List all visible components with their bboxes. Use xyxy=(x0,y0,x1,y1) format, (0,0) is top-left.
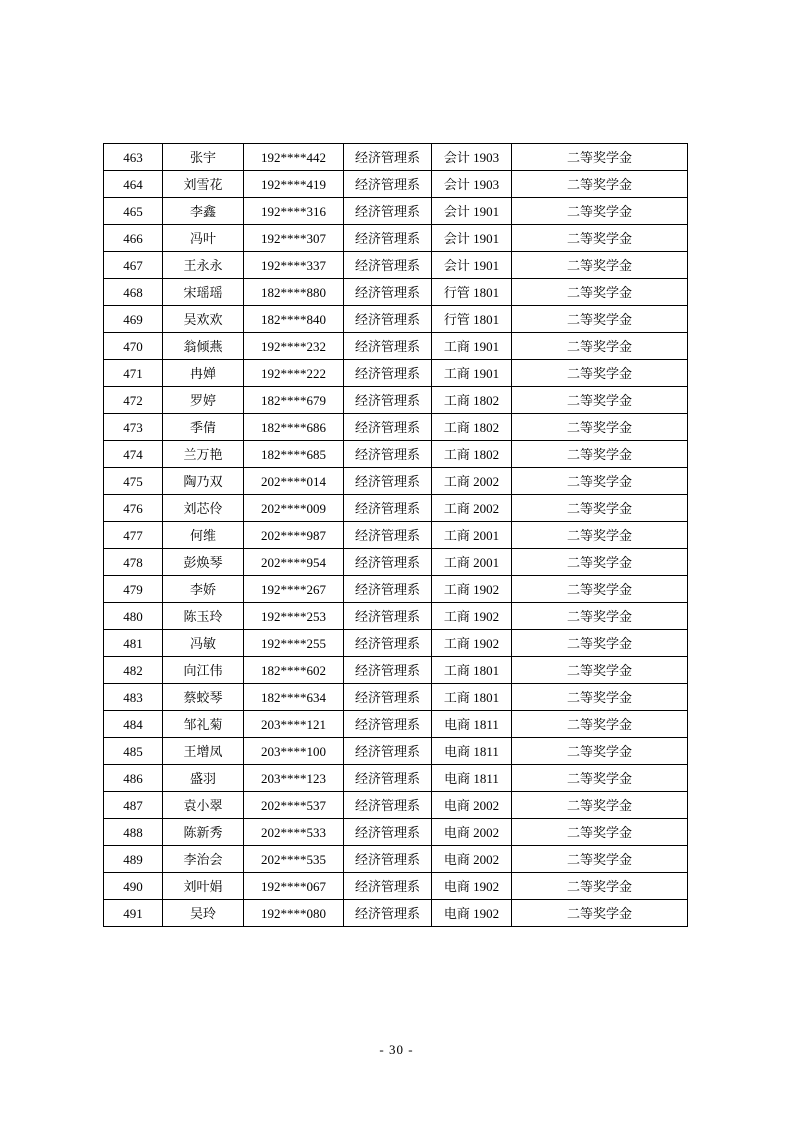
cell-department: 经济管理系 xyxy=(344,765,432,792)
cell-department: 经济管理系 xyxy=(344,387,432,414)
cell-class: 行管 1801 xyxy=(432,306,512,333)
cell-student-id: 182****685 xyxy=(244,441,344,468)
cell-class: 工商 1801 xyxy=(432,657,512,684)
cell-department: 经济管理系 xyxy=(344,603,432,630)
cell-row-number: 483 xyxy=(104,684,163,711)
cell-student-name: 陶乃双 xyxy=(163,468,244,495)
table-row xyxy=(104,792,688,819)
table-row xyxy=(104,846,688,873)
cell-award: 二等奖学金 xyxy=(512,360,688,387)
cell-student-name: 盛羽 xyxy=(163,765,244,792)
cell-student-name: 刘叶娟 xyxy=(163,873,244,900)
table-row xyxy=(104,333,688,360)
cell-class: 工商 1802 xyxy=(432,414,512,441)
cell-student-id: 202****537 xyxy=(244,792,344,819)
cell-row-number: 476 xyxy=(104,495,163,522)
cell-student-name: 季倩 xyxy=(163,414,244,441)
cell-student-id: 202****533 xyxy=(244,819,344,846)
cell-department: 经济管理系 xyxy=(344,657,432,684)
cell-class: 工商 1901 xyxy=(432,333,512,360)
cell-department: 经济管理系 xyxy=(344,333,432,360)
cell-class: 会计 1901 xyxy=(432,225,512,252)
cell-class: 工商 2001 xyxy=(432,549,512,576)
cell-award: 二等奖学金 xyxy=(512,657,688,684)
cell-student-name: 陈玉玲 xyxy=(163,603,244,630)
table-row xyxy=(104,522,688,549)
cell-row-number: 463 xyxy=(104,144,163,171)
cell-student-id: 192****253 xyxy=(244,603,344,630)
cell-award: 二等奖学金 xyxy=(512,765,688,792)
table-row xyxy=(104,144,688,171)
cell-student-name: 吴欢欢 xyxy=(163,306,244,333)
cell-student-id: 202****954 xyxy=(244,549,344,576)
cell-department: 经济管理系 xyxy=(344,171,432,198)
cell-award: 二等奖学金 xyxy=(512,819,688,846)
cell-row-number: 480 xyxy=(104,603,163,630)
cell-student-name: 刘芯伶 xyxy=(163,495,244,522)
cell-class: 电商 1811 xyxy=(432,738,512,765)
cell-department: 经济管理系 xyxy=(344,468,432,495)
cell-award: 二等奖学金 xyxy=(512,468,688,495)
cell-student-name: 罗婷 xyxy=(163,387,244,414)
cell-student-id: 182****880 xyxy=(244,279,344,306)
cell-class: 电商 1811 xyxy=(432,711,512,738)
cell-row-number: 486 xyxy=(104,765,163,792)
cell-student-id: 192****080 xyxy=(244,900,344,927)
table-row xyxy=(104,414,688,441)
cell-department: 经济管理系 xyxy=(344,684,432,711)
cell-student-name: 李治会 xyxy=(163,846,244,873)
cell-department: 经济管理系 xyxy=(344,738,432,765)
cell-department: 经济管理系 xyxy=(344,846,432,873)
cell-student-name: 袁小翠 xyxy=(163,792,244,819)
cell-row-number: 479 xyxy=(104,576,163,603)
cell-award: 二等奖学金 xyxy=(512,306,688,333)
cell-row-number: 465 xyxy=(104,198,163,225)
cell-award: 二等奖学金 xyxy=(512,144,688,171)
cell-department: 经济管理系 xyxy=(344,495,432,522)
cell-student-id: 182****602 xyxy=(244,657,344,684)
cell-class: 工商 1902 xyxy=(432,630,512,657)
cell-student-name: 兰万艳 xyxy=(163,441,244,468)
cell-department: 经济管理系 xyxy=(344,522,432,549)
cell-student-id: 203****123 xyxy=(244,765,344,792)
cell-award: 二等奖学金 xyxy=(512,441,688,468)
cell-row-number: 471 xyxy=(104,360,163,387)
cell-student-id: 202****014 xyxy=(244,468,344,495)
table-row xyxy=(104,468,688,495)
cell-award: 二等奖学金 xyxy=(512,738,688,765)
cell-student-id: 192****316 xyxy=(244,198,344,225)
table-row xyxy=(104,387,688,414)
cell-class: 电商 1811 xyxy=(432,765,512,792)
table-row xyxy=(104,576,688,603)
cell-student-name: 何维 xyxy=(163,522,244,549)
cell-award: 二等奖学金 xyxy=(512,603,688,630)
cell-department: 经济管理系 xyxy=(344,360,432,387)
cell-class: 工商 1902 xyxy=(432,576,512,603)
table-row xyxy=(104,252,688,279)
table-row xyxy=(104,765,688,792)
cell-department: 经济管理系 xyxy=(344,900,432,927)
cell-student-id: 192****232 xyxy=(244,333,344,360)
cell-student-id: 192****222 xyxy=(244,360,344,387)
table-row xyxy=(104,819,688,846)
cell-class: 工商 1801 xyxy=(432,684,512,711)
cell-student-id: 182****840 xyxy=(244,306,344,333)
cell-award: 二等奖学金 xyxy=(512,900,688,927)
cell-student-name: 冉婵 xyxy=(163,360,244,387)
cell-row-number: 487 xyxy=(104,792,163,819)
cell-student-name: 蔡蛟琴 xyxy=(163,684,244,711)
table-row xyxy=(104,306,688,333)
cell-award: 二等奖学金 xyxy=(512,414,688,441)
cell-student-id: 192****267 xyxy=(244,576,344,603)
cell-student-name: 向江伟 xyxy=(163,657,244,684)
cell-class: 工商 2002 xyxy=(432,468,512,495)
table-row xyxy=(104,738,688,765)
cell-row-number: 469 xyxy=(104,306,163,333)
cell-student-name: 李鑫 xyxy=(163,198,244,225)
cell-student-id: 192****255 xyxy=(244,630,344,657)
cell-award: 二等奖学金 xyxy=(512,225,688,252)
cell-student-name: 王永永 xyxy=(163,252,244,279)
scholarship-table xyxy=(103,143,688,927)
cell-department: 经济管理系 xyxy=(344,306,432,333)
cell-row-number: 481 xyxy=(104,630,163,657)
cell-award: 二等奖学金 xyxy=(512,171,688,198)
cell-award: 二等奖学金 xyxy=(512,711,688,738)
scholarship-table-body xyxy=(104,144,688,927)
cell-student-name: 翁倾燕 xyxy=(163,333,244,360)
cell-department: 经济管理系 xyxy=(344,873,432,900)
cell-class: 电商 2002 xyxy=(432,846,512,873)
cell-class: 会计 1901 xyxy=(432,198,512,225)
cell-award: 二等奖学金 xyxy=(512,333,688,360)
cell-row-number: 470 xyxy=(104,333,163,360)
table-row xyxy=(104,225,688,252)
cell-row-number: 467 xyxy=(104,252,163,279)
cell-student-id: 192****067 xyxy=(244,873,344,900)
cell-award: 二等奖学金 xyxy=(512,198,688,225)
cell-department: 经济管理系 xyxy=(344,792,432,819)
cell-row-number: 488 xyxy=(104,819,163,846)
cell-class: 电商 2002 xyxy=(432,792,512,819)
cell-student-id: 203****100 xyxy=(244,738,344,765)
cell-student-name: 李娇 xyxy=(163,576,244,603)
cell-award: 二等奖学金 xyxy=(512,252,688,279)
table-row xyxy=(104,198,688,225)
table-row xyxy=(104,360,688,387)
cell-row-number: 475 xyxy=(104,468,163,495)
cell-student-name: 邹礼菊 xyxy=(163,711,244,738)
table-row xyxy=(104,441,688,468)
cell-student-id: 192****307 xyxy=(244,225,344,252)
cell-department: 经济管理系 xyxy=(344,225,432,252)
cell-student-id: 182****634 xyxy=(244,684,344,711)
cell-row-number: 485 xyxy=(104,738,163,765)
cell-row-number: 482 xyxy=(104,657,163,684)
cell-award: 二等奖学金 xyxy=(512,549,688,576)
table-row xyxy=(104,657,688,684)
cell-award: 二等奖学金 xyxy=(512,495,688,522)
cell-student-name: 王增凤 xyxy=(163,738,244,765)
cell-student-name: 吴玲 xyxy=(163,900,244,927)
cell-student-id: 182****679 xyxy=(244,387,344,414)
cell-class: 电商 1902 xyxy=(432,873,512,900)
cell-row-number: 472 xyxy=(104,387,163,414)
cell-row-number: 490 xyxy=(104,873,163,900)
cell-student-name: 冯敏 xyxy=(163,630,244,657)
cell-department: 经济管理系 xyxy=(344,414,432,441)
cell-student-id: 192****442 xyxy=(244,144,344,171)
table-row xyxy=(104,711,688,738)
cell-row-number: 466 xyxy=(104,225,163,252)
cell-award: 二等奖学金 xyxy=(512,684,688,711)
cell-class: 工商 2002 xyxy=(432,495,512,522)
cell-student-name: 宋瑶瑶 xyxy=(163,279,244,306)
cell-department: 经济管理系 xyxy=(344,198,432,225)
cell-student-name: 冯叶 xyxy=(163,225,244,252)
cell-award: 二等奖学金 xyxy=(512,873,688,900)
cell-class: 工商 1901 xyxy=(432,360,512,387)
table-row xyxy=(104,495,688,522)
page-number: - 30 - xyxy=(379,1042,414,1057)
table-row xyxy=(104,630,688,657)
cell-class: 电商 1902 xyxy=(432,900,512,927)
table-row xyxy=(104,279,688,306)
cell-row-number: 468 xyxy=(104,279,163,306)
cell-department: 经济管理系 xyxy=(344,549,432,576)
cell-award: 二等奖学金 xyxy=(512,279,688,306)
cell-award: 二等奖学金 xyxy=(512,630,688,657)
cell-student-name: 张宇 xyxy=(163,144,244,171)
cell-student-id: 202****987 xyxy=(244,522,344,549)
cell-row-number: 477 xyxy=(104,522,163,549)
cell-award: 二等奖学金 xyxy=(512,846,688,873)
cell-row-number: 474 xyxy=(104,441,163,468)
table-row xyxy=(104,603,688,630)
cell-department: 经济管理系 xyxy=(344,819,432,846)
cell-class: 会计 1903 xyxy=(432,171,512,198)
cell-student-id: 202****009 xyxy=(244,495,344,522)
cell-student-id: 203****121 xyxy=(244,711,344,738)
cell-row-number: 464 xyxy=(104,171,163,198)
cell-student-id: 202****535 xyxy=(244,846,344,873)
cell-class: 工商 1902 xyxy=(432,603,512,630)
cell-department: 经济管理系 xyxy=(344,576,432,603)
cell-award: 二等奖学金 xyxy=(512,576,688,603)
cell-department: 经济管理系 xyxy=(344,279,432,306)
cell-row-number: 484 xyxy=(104,711,163,738)
cell-class: 工商 2001 xyxy=(432,522,512,549)
cell-class: 工商 1802 xyxy=(432,441,512,468)
table-row xyxy=(104,900,688,927)
cell-student-id: 192****419 xyxy=(244,171,344,198)
cell-student-name: 彭焕琴 xyxy=(163,549,244,576)
cell-student-name: 陈新秀 xyxy=(163,819,244,846)
cell-department: 经济管理系 xyxy=(344,252,432,279)
cell-award: 二等奖学金 xyxy=(512,522,688,549)
cell-department: 经济管理系 xyxy=(344,630,432,657)
table-row xyxy=(104,873,688,900)
cell-row-number: 478 xyxy=(104,549,163,576)
cell-class: 电商 2002 xyxy=(432,819,512,846)
cell-class: 工商 1802 xyxy=(432,387,512,414)
cell-student-id: 182****686 xyxy=(244,414,344,441)
cell-row-number: 489 xyxy=(104,846,163,873)
table-row xyxy=(104,684,688,711)
table-row xyxy=(104,171,688,198)
cell-department: 经济管理系 xyxy=(344,441,432,468)
table-row xyxy=(104,549,688,576)
cell-row-number: 491 xyxy=(104,900,163,927)
cell-award: 二等奖学金 xyxy=(512,387,688,414)
cell-class: 会计 1901 xyxy=(432,252,512,279)
cell-student-id: 192****337 xyxy=(244,252,344,279)
cell-row-number: 473 xyxy=(104,414,163,441)
cell-department: 经济管理系 xyxy=(344,144,432,171)
cell-class: 会计 1903 xyxy=(432,144,512,171)
cell-student-name: 刘雪花 xyxy=(163,171,244,198)
cell-class: 行管 1801 xyxy=(432,279,512,306)
cell-department: 经济管理系 xyxy=(344,711,432,738)
cell-award: 二等奖学金 xyxy=(512,792,688,819)
